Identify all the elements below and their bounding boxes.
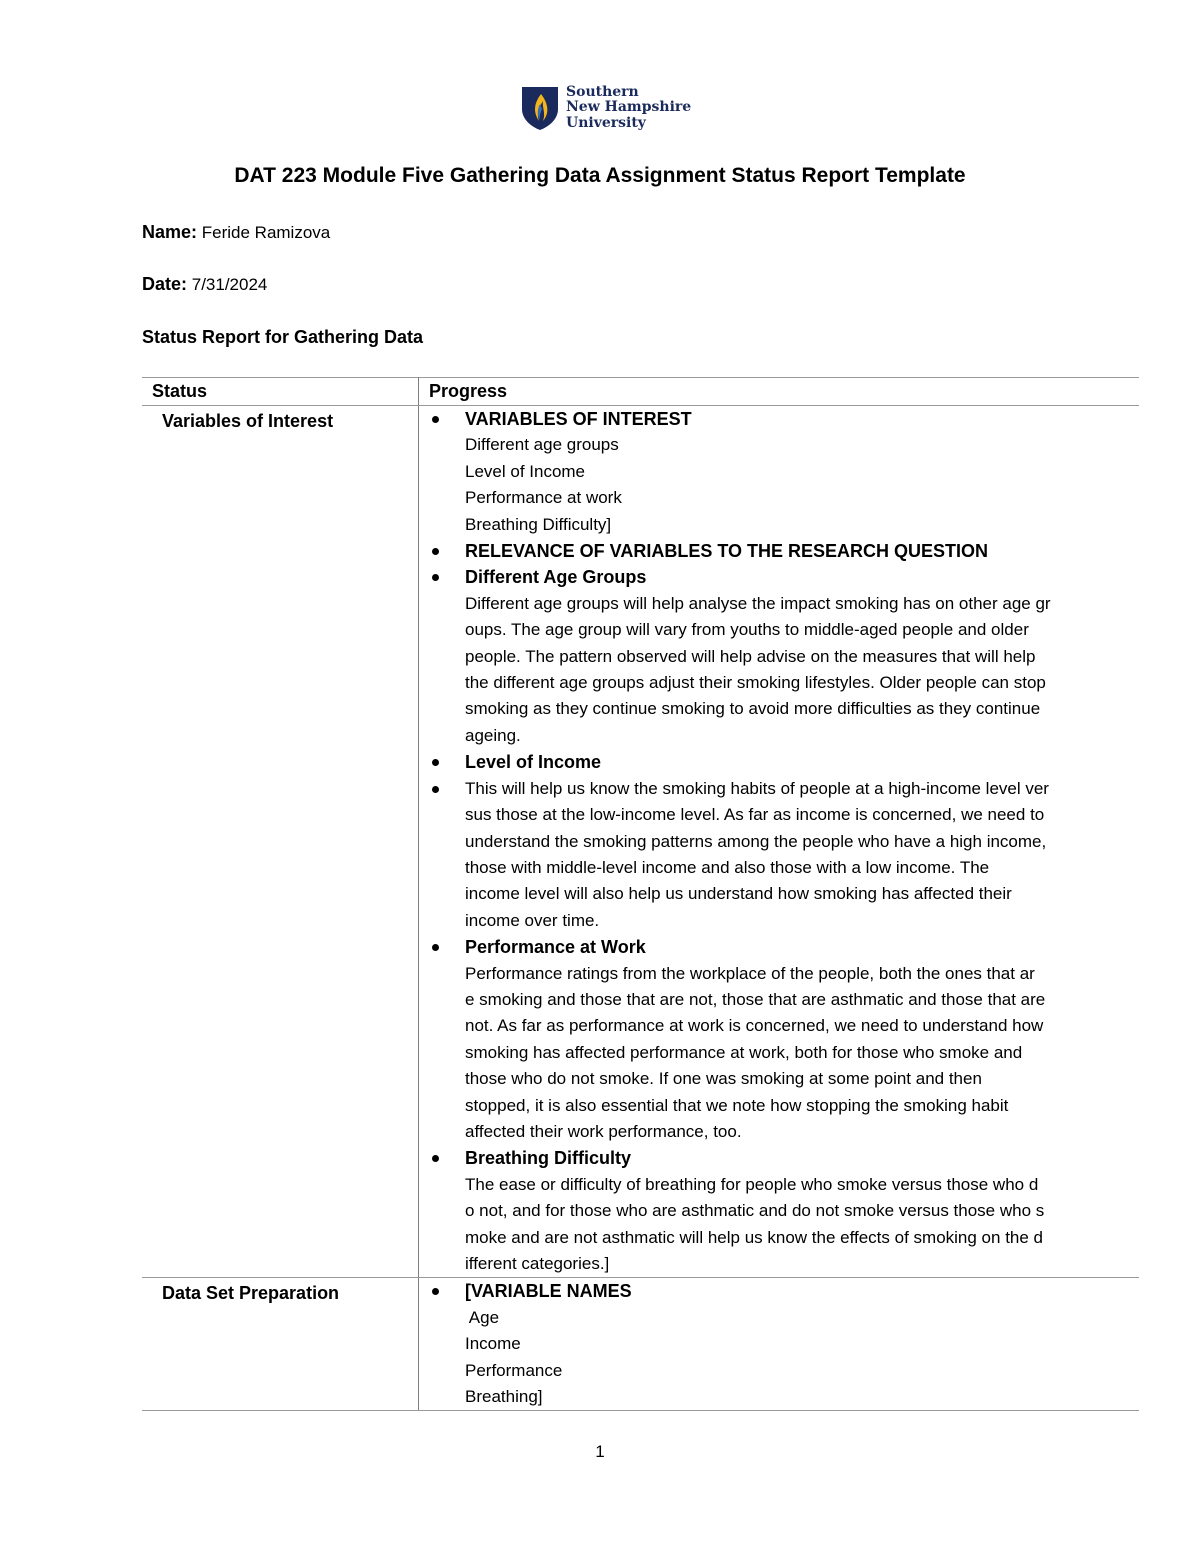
item-text-line: oups. The age group will vary from youths to middle-aged people and older: [465, 620, 1029, 640]
item-text-line: ifferent categories.]: [465, 1254, 610, 1273]
row-progress: [419, 406, 1140, 1278]
item-text-line: Performance: [465, 1360, 563, 1380]
list-item: [429, 538, 1139, 564]
item-text-line: moke and are not asthmatic will help us know the effects of smoking on the d: [465, 1227, 1043, 1247]
logo-line-1: Southern: [566, 83, 639, 100]
item-text-line: Different age groups will help analyse the impact smoking has on other age gr: [465, 593, 1051, 613]
header-status: Status: [142, 378, 419, 406]
item-text-line: income over time.: [465, 910, 600, 930]
item-text-line: smoking has affected performance at work, both for those who smoke and: [465, 1042, 1023, 1062]
logo-line-3: University: [566, 114, 646, 131]
logo-wordmark: [566, 85, 691, 132]
item-heading: Breathing Difficulty: [465, 1148, 632, 1169]
list-item: [429, 776, 1139, 934]
progress-list: [429, 406, 1139, 1277]
name-value: Feride Ramizova: [197, 223, 331, 242]
table-row: [142, 406, 1139, 1278]
date-label: Date:: [142, 274, 188, 294]
item-text-line: Level of Income: [465, 461, 586, 481]
item-heading: Different Age Groups: [465, 567, 647, 588]
status-table: [142, 377, 1139, 1411]
logo-line-2: New Hampshire: [566, 99, 692, 116]
list-item: [429, 934, 1139, 1145]
list-item: [429, 1278, 1139, 1410]
item-text-line: people. The pattern observed will help advise on the measures that will help: [465, 646, 1036, 666]
item-text-line: those with middle-level income and also those with a low income. The: [465, 857, 990, 877]
date-value: 7/31/2024: [187, 275, 268, 294]
university-logo: [520, 84, 691, 132]
header-progress: Progress: [419, 378, 1140, 406]
list-item: [429, 1145, 1139, 1277]
item-text-line: This will help us know the smoking habits of people at a high-income level ver: [465, 778, 1049, 798]
item-heading: Performance at Work: [465, 937, 646, 958]
row-label: Variables of Interest: [142, 406, 419, 1278]
item-text-line: Income: [465, 1334, 521, 1354]
list-item: [429, 564, 1139, 749]
name-label: Name:: [142, 222, 198, 242]
shield-flame-icon: [520, 85, 560, 131]
item-text-line: Performance at work: [465, 488, 622, 508]
item-heading: Level of Income: [465, 752, 602, 773]
row-progress: [419, 1278, 1140, 1411]
item-heading: VARIABLES OF INTEREST: [465, 409, 692, 429]
item-text-line: sus those at the low-income level. As far as income is concerned, we need to: [465, 805, 1045, 825]
item-text-line: stopped, it is also essential that we note how stopping the smoking habit: [465, 1095, 1009, 1115]
item-text-line: e smoking and those that are not, those that are asthmatic and those that are: [465, 989, 1046, 1009]
row-label: Data Set Preparation: [142, 1278, 419, 1411]
item-text-line: Breathing Difficulty]: [465, 514, 612, 534]
list-item: [429, 406, 1139, 538]
item-text-line: Age: [465, 1307, 500, 1327]
item-text-line: income level will also help us understand how smoking has affected their: [465, 884, 1012, 904]
item-text-line: Breathing]: [465, 1387, 543, 1407]
item-text-line: those who do not smoke. If one was smoking at some point and then: [465, 1069, 982, 1089]
item-text-line: understand the smoking patterns among the people who have a high income,: [465, 831, 1047, 851]
item-text-line: o not, and for those who are asthmatic and do not smoke versus those who s: [465, 1201, 1045, 1221]
date-field: [142, 274, 267, 295]
table-row: [142, 1278, 1139, 1411]
progress-list: [429, 1278, 1139, 1410]
item-text-line: Different age groups: [465, 435, 619, 455]
table-header-row: [142, 378, 1139, 406]
section-heading: Status Report for Gathering Data: [142, 327, 424, 347]
item-heading: [VARIABLE NAMES: [465, 1281, 632, 1302]
item-text-line: Performance ratings from the workplace of the people, both the ones that ar: [465, 963, 1035, 983]
item-text-line: smoking as they continue smoking to avoid more difficulties as they continue: [465, 699, 1041, 719]
document-title: DAT 223 Module Five Gathering Data Assignment Status Report Template: [234, 164, 966, 187]
item-text-line: The ease or difficulty of breathing for people who smoke versus those who d: [465, 1174, 1039, 1194]
item-text-line: ageing.: [465, 725, 521, 745]
page-number: 1: [595, 1442, 605, 1461]
item-text-line: not. As far as performance at work is concerned, we need to understand how: [465, 1016, 1044, 1036]
list-item: [429, 749, 1139, 775]
item-text-line: the different age groups adjust their smoking lifestyles. Older people can stop: [465, 673, 1046, 693]
name-field: [142, 222, 330, 243]
item-heading: RELEVANCE OF VARIABLES TO THE RESEARCH QUESTION: [465, 541, 989, 562]
item-text-line: affected their work performance, too.: [465, 1121, 742, 1141]
